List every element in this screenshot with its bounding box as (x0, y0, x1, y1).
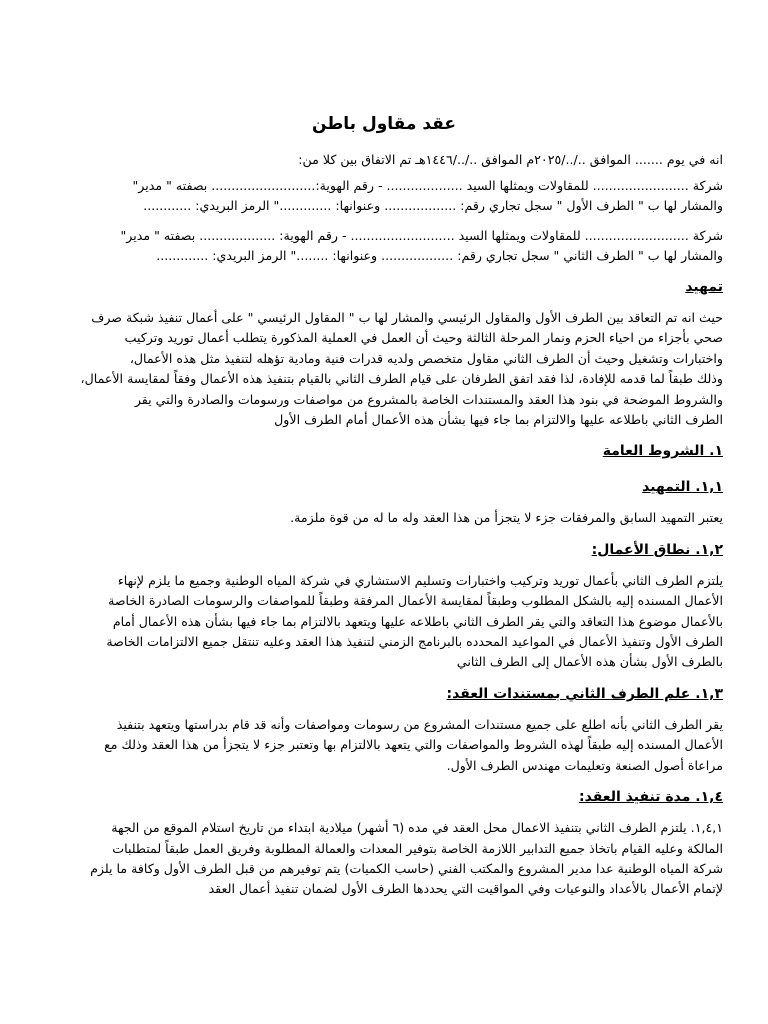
party-second (45, 226, 723, 266)
party-second-line1: شركة .......................... للمقاولات ويمثلها السيد .......................... - رقم الهوية: ................... بصفته " مدير" (120, 228, 723, 243)
clause-1-2-heading: ١,٢. نطاق الأعمال: (591, 541, 723, 558)
preamble-line: حيث انه تم التعاقد بين الطرف الأول والمقاول الرئيسي والمشار لها ب " المقاول الرئيسي " على أعمال تنفيذ شبكة صرف (91, 310, 723, 325)
preamble-line: والشروط الموضحة في بنود هذا العقد والمستندات الخاصة بالمشروع من مواصفات ورسومات والصادرة والتي يقر (134, 391, 723, 407)
document-title: عقد مقاول باطن (311, 114, 457, 134)
clause-line: بالأعمال موضوع هذا التعاقد والتي يقر الطرف الثاني باطلاعه عليها ويتعهد بالالتزام بما جاء فيها بشأن هذه الأعمال أمام (112, 613, 723, 629)
preamble-line: واختبارات وتشغيل وحيث أن الطرف الثاني مقاول متخصص ولديه قدرات فنية ومادية تؤهله لتنفيذ مثل هذه الأعمال، (129, 350, 723, 366)
section1-heading: ١. الشروط العامة (602, 443, 723, 460)
clause-line: الأعمال المسنده إليه بالشكل المطلوب وطبقاً لمقايسة الأعمال المرفقة وطبقاً للمواصفات والرسومات الصادرة الخاصة (108, 593, 723, 609)
clause-1-3-paragraph (45, 715, 723, 776)
clause-line: يلتزم الطرف الثاني بأعمال توريد وتركيب واختبارات وتسليم الاستشاري في شركة المياه الوطنية وجميع ما يلزم لإنهاء (117, 572, 723, 588)
clause-line: شركة المياه الوطنية عدا مدير المشروع والمكتب الفني (حاسب الكميات) يتم توفيرهم من قبل الطرف الأول وكافة ما يلزم (90, 860, 723, 876)
preamble-line: الطرف الثاني باطلاعه عليها والالتزام بما جاء فيها بشأن هذه الأعمال أمام الطرف الأول (274, 412, 723, 428)
party-first-line1: شركة ........................ للمقاولات ويمثلها السيد ................... - رقم الهوية:.......................... بصفته " مدير" (132, 178, 723, 193)
preamble-paragraph (45, 308, 723, 430)
clause-1-2-paragraph (45, 571, 723, 673)
clause-line: لإتمام الأعمال بالأعداد والنوعيات وفي المواقيت التي يحددها الطرف الأول لضمان تنفيذ أعمال العقد (208, 881, 723, 897)
party-second-line2: والمشار لها ب " الطرف الثاني " سجل تجاري رقم: .................. وعنوانها: ........" الرمز البريدي: ............. (156, 248, 723, 263)
clause-line: ١,٤,١. يلتزم الطرف الثاني بتنفيذ الاعمال محل العقد في مده (٦ أشهر) ميلادية ابتداء من تاريخ استلام الموقع من الجهة (111, 820, 723, 836)
clause-1-3-heading: ١,٣. علم الطرف الثاني بمستندات العقد: (446, 685, 723, 702)
clause-1-4-paragraph (45, 818, 723, 900)
clause-1-4-heading: ١,٤. مدة تنفيذ العقد: (579, 789, 723, 806)
preamble-heading: تمهيد (685, 279, 723, 295)
clause-line: الأعمال المسنده إليه طبقاً لهذه الشروط والمواصفات والتي يتعهد بالالتزام بها وتعتبر جزء لا يتجزأ من هذا العقد وذلك مع (104, 737, 723, 753)
party-first (45, 176, 723, 216)
clause-1-1-paragraph (45, 508, 723, 528)
clause-line: الطرف الأول وتنفيذ الأعمال في المواعيد المحدده بالبرنامج الزمني لتنفيذ هذا العقد وعليه تنتقل جميع الالتزامات الخاصة (106, 634, 723, 650)
clause-line: يقر الطرف الثاني بأنه اطلع على جميع مستندات المشروع من رسومات ومواصفات وأنه قد قام بدراستها ويتعهد بتنفيذ (116, 716, 723, 732)
clause-line: المالكة وعليه القيام باتخاذ جميع التدابير اللازمة الخاصة بتوفير المعدات والعمالة المطلوبة وفريق العمل طبقاً لمتطلبات (112, 840, 723, 856)
preamble-line: صحي بأجزاء من احياء الحزم ونمار المرحلة الثالثة وحيث أن العمل في العملية المذكورة يتطلب أعمال توريد وتركيب (124, 330, 723, 346)
parties-block (45, 176, 723, 266)
intro-line: انه في يوم ....... الموافق ../../٢٠٢٥م الموافق ../../١٤٤٦هـ تم الاتفاق بين كلا من: (298, 152, 723, 167)
clause-line: يعتبر التمهيد السابق والمرفقات جزء لا يتجزأ من هذا العقد وله ما له من قوة ملزمة. (290, 510, 723, 526)
clause-line: بالطرف الأول بشأن هذه الأعمال إلى الطرف الثاني (456, 654, 723, 670)
preamble-line: وذلك طبقاً لما قدمه للإفادة، لذا فقد اتفق الطرفان على قيام الطرف الثاني بالقيام بتنفيذ هذه الأعمال وفقاً لمقايسة الأعمال، (80, 371, 723, 387)
party-first-line2: والمشار لها ب " الطرف الأول " سجل تجاري رقم: .................. وعنوانها: ............." الرمز البريدي: ............ (143, 198, 723, 213)
clause-line: مراعاة أصول الصنعة وتعليمات مهندس الطرف الأول. (446, 757, 723, 773)
clause-1-1-heading: ١,١. التمهيد (642, 479, 723, 496)
